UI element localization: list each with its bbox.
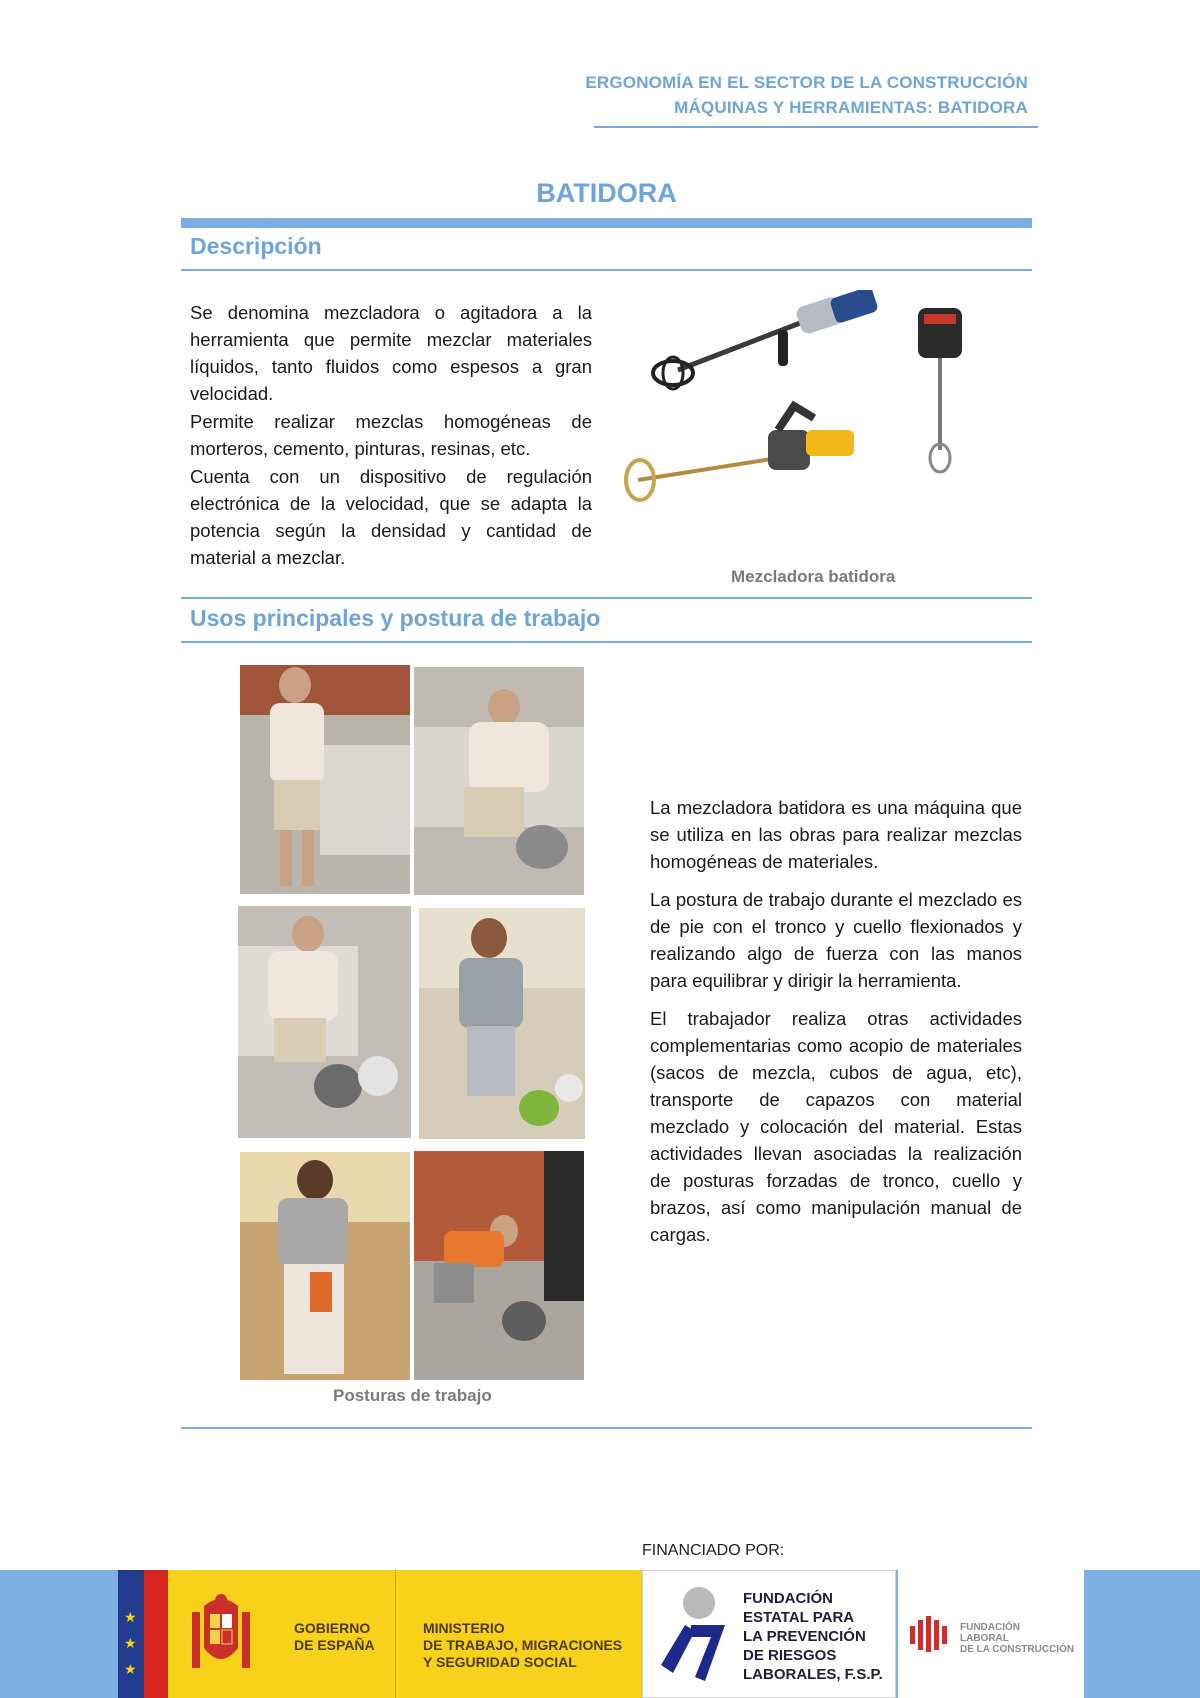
- fundacion-line: LA PREVENCIÓN: [743, 1628, 866, 1645]
- fundacion-estatal-logo: [642, 1570, 896, 1698]
- descripcion-paragraph: Se denomina mezcladora o agitadora a la herramienta que permite mezclar materiales líquidos, tanto fluidos como espesos a gran velocidad.: [190, 302, 592, 404]
- flc-line: FUNDACIÓN: [960, 1622, 1020, 1633]
- image-caption-mezcladora: Mezcladora batidora: [731, 567, 896, 586]
- fundacion-line: DE RIESGOS: [743, 1647, 837, 1664]
- section-rule: [181, 641, 1032, 643]
- gobierno-line: GOBIERNO: [294, 1620, 371, 1636]
- document-header: [585, 70, 1028, 120]
- descripcion-paragraph: Permite realizar mezclas homogéneas de morteros, cemento, pinturas, resinas, etc.: [190, 411, 592, 459]
- page-title: BATIDORA: [536, 178, 677, 208]
- posture-photo: [238, 906, 411, 1138]
- svg-text:★: ★: [124, 1662, 137, 1678]
- ministerio-line: DE TRABAJO, MIGRACIONES: [423, 1637, 623, 1653]
- ministerio-text: [423, 1620, 622, 1671]
- usos-text: [650, 794, 1022, 1259]
- ministerio-line: Y SEGURIDAD SOCIAL: [423, 1654, 577, 1670]
- fundacion-laboral-icon: [908, 1616, 956, 1652]
- usos-paragraph: El trabajador realiza otras actividades complementarias como acopio de materiales (sacos de mezcla, cubos de agua, etc), transporte de capazos con material mezclado y colocación del material. Estas actividades llevan asociadas la realización de posturas forzadas de tronco, cuello y brazos, así como manipulación manual de cargas.: [650, 1008, 1022, 1245]
- fundacion-estatal-text: [743, 1589, 883, 1684]
- gobierno-logo: [118, 1570, 645, 1698]
- eu-stars-icon: [118, 1570, 144, 1698]
- posture-photo: [240, 665, 410, 894]
- posture-photo: [414, 667, 584, 895]
- svg-text:★: ★: [124, 1610, 137, 1626]
- posture-photo: [419, 908, 585, 1139]
- gobierno-line: DE ESPAÑA: [294, 1637, 375, 1653]
- fundacion-laboral-logo: [898, 1570, 1084, 1698]
- eu-flag-stripe: [118, 1570, 144, 1698]
- usos-paragraph: La mezcladora batidora es una máquina que se utiliza en las obras para realizar mezclas homogéneas de materiales.: [650, 797, 1022, 872]
- usos-paragraph: La postura de trabajo durante el mezclado es de pie con el tronco y cuello flexionados y realizando algo de fuerza con las manos para equilibrar y dirigir la herramienta.: [650, 889, 1022, 991]
- financiado-label: FINANCIADO POR:: [642, 1542, 785, 1559]
- descripcion-text: [190, 299, 592, 572]
- section-rule: [181, 269, 1032, 271]
- fundacion-line: FUNDACIÓN: [743, 1590, 833, 1607]
- mixer-tools-image: [618, 290, 1034, 530]
- coat-of-arms-icon: [190, 1592, 252, 1676]
- fundacion-laboral-text: [960, 1622, 1074, 1655]
- logo-divider: [395, 1570, 396, 1698]
- posture-photo: [414, 1151, 584, 1380]
- posture-photo: [240, 1152, 410, 1380]
- flc-line: LABORAL: [960, 1633, 1009, 1644]
- section-heading-descripcion: Descripción: [190, 233, 322, 259]
- gobierno-text: [294, 1620, 375, 1654]
- header-line-1: ERGONOMÍA EN EL SECTOR DE LA CONSTRUCCIÓN: [585, 73, 1028, 92]
- section-rule: [181, 1427, 1032, 1429]
- title-bar: [181, 218, 1032, 228]
- funders-footer: [0, 1570, 1200, 1698]
- flc-line: DE LA CONSTRUCCIÓN: [960, 1644, 1075, 1655]
- descripcion-paragraph: Cuenta con un dispositivo de regulación electrónica de la velocidad, que se adapta la potencia según la densidad y cantidad de material a mezclar.: [190, 466, 592, 568]
- svg-text:★: ★: [124, 1636, 137, 1652]
- fundacion-line: ESTATAL PARA: [743, 1609, 855, 1626]
- section-heading-usos: Usos principales y postura de trabajo: [190, 605, 601, 631]
- ministerio-line: MINISTERIO: [423, 1620, 505, 1636]
- header-line-2: MÁQUINAS Y HERRAMIENTAS: BATIDORA: [674, 98, 1028, 117]
- fundacion-line: LABORALES, F.S.P.: [743, 1666, 883, 1683]
- photos-caption: Posturas de trabajo: [333, 1386, 492, 1405]
- spain-flag-stripe: [144, 1570, 168, 1698]
- fundacion-estatal-icon: [655, 1585, 737, 1685]
- section-rule: [181, 597, 1032, 599]
- header-rule: [594, 126, 1038, 128]
